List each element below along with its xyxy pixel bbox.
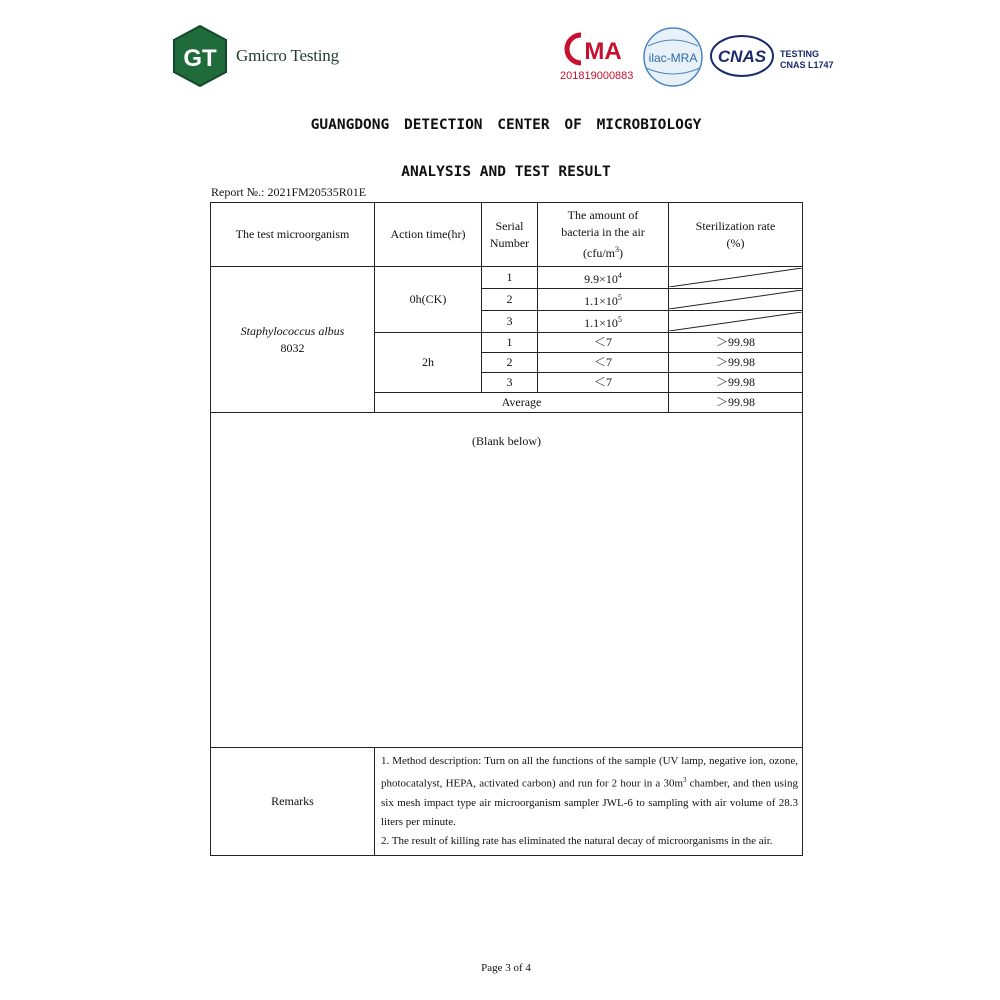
remarks-line-1-sup: 3 (683, 776, 687, 784)
amount-base: 9.9×10 (584, 272, 618, 286)
remarks-line-1 (381, 752, 798, 832)
organism-name: Staphylococcus albus (240, 323, 345, 338)
diagonal-line (669, 290, 802, 309)
amount-exponent: 5 (617, 315, 622, 324)
table-header-row (211, 203, 803, 267)
remarks-line-1-a: 1. Method description: Turn on all the functions of the sample (UV lamp, negative ion, ozone, photocatalyst, HEPA, activated carbon) and run for 2 hour in a 30m (381, 755, 798, 790)
amount-cell (538, 289, 669, 311)
header-rate-line1: Sterilization rate (695, 218, 776, 233)
cnas-logo (709, 34, 775, 78)
amount-exponent: 5 (617, 293, 622, 302)
ilac-mra-logo (640, 26, 706, 88)
rate-cell: ＞99.98 (669, 353, 803, 373)
action-time-cell: 2h (375, 333, 482, 393)
header-serial-number (482, 203, 538, 267)
remarks-label: Remarks (211, 748, 375, 856)
serial-cell: 2 (482, 289, 538, 311)
rate-cell-diagonal (669, 311, 803, 333)
blank-cell (211, 413, 803, 748)
header-serial-line2: Number (489, 235, 530, 250)
rate-cell-diagonal (669, 267, 803, 289)
cnas-logo-text: CNAS (717, 47, 767, 66)
header-action-time: Action time(hr) (375, 203, 482, 267)
serial-cell: 1 (482, 333, 538, 353)
amount-base: 1.1×10 (584, 316, 618, 330)
header-rate-line2: (%) (726, 235, 745, 250)
header-amount-unit-close: ) (619, 246, 623, 260)
report-title: ANALYSIS AND TEST RESULT (401, 164, 611, 180)
header-amount-line3 (538, 241, 668, 262)
amount-cell: ＜7 (538, 373, 669, 393)
organism-cell (211, 267, 375, 413)
header-sterilization-rate (669, 203, 803, 267)
remarks-row (211, 748, 803, 856)
serial-cell: 1 (482, 267, 538, 289)
amount-base: 1.1×10 (584, 294, 618, 308)
average-label: Average (375, 393, 669, 413)
header-amount-line1: The amount of (567, 208, 639, 222)
cnas-testing-word: TESTING (780, 49, 820, 59)
cnas-testing-label (780, 49, 834, 71)
rate-cell-diagonal (669, 289, 803, 311)
rate-cell: ＞99.98 (669, 333, 803, 353)
brand-name: Gmicro Testing (236, 46, 339, 65)
blank-row (211, 413, 803, 748)
serial-cell: 2 (482, 353, 538, 373)
serial-cell: 3 (482, 311, 538, 333)
gt-logo (172, 24, 228, 88)
header-serial-line1: Serial (495, 218, 524, 233)
cnas-number: CNAS L1747 (780, 60, 834, 70)
header-amount-unit-sup: 3 (615, 245, 619, 254)
action-time-cell: 0h(CK) (375, 267, 482, 333)
result-table (210, 202, 803, 856)
header-bacteria-amount (538, 203, 669, 267)
header-microorganism: The test microorganism (211, 203, 375, 267)
rate-cell: ＞99.98 (669, 373, 803, 393)
diagonal-line (669, 268, 802, 287)
organism-code: 8032 (280, 340, 305, 355)
table-row (211, 267, 803, 289)
cma-logo-text: MA (584, 38, 622, 65)
amount-cell: ＜7 (538, 333, 669, 353)
blank-below-text: (Blank below) (472, 434, 541, 448)
amount-exponent: 4 (617, 271, 622, 280)
cma-logo (563, 30, 627, 68)
amount-cell (538, 267, 669, 289)
page-number: Page 3 of 4 (481, 962, 531, 974)
serial-cell: 3 (482, 373, 538, 393)
gt-logo-text: GT (183, 45, 217, 72)
remarks-line-2: 2. The result of killing rate has eliminated the natural decay of microorganisms in the air. (381, 834, 773, 847)
amount-cell (538, 311, 669, 333)
amount-cell: ＜7 (538, 353, 669, 373)
report-number: Report №.: 2021FM20535R01E (211, 185, 367, 199)
header-amount-unit: (cfu/m (583, 246, 615, 260)
average-value: ＞99.98 (669, 393, 803, 413)
ilac-mra-text: ilac-MRA (648, 51, 698, 65)
center-title: GUANGDONG DETECTION CENTER OF MICROBIOLOGY (310, 117, 702, 133)
diagonal-line (669, 312, 802, 331)
remarks-line-1-b: chamber, and then using six mesh impact type air microorganism sampler JWL-6 to sampling with air volume of 28.3 liters per minute. (381, 777, 798, 828)
header-amount-line2: bacteria in the air (561, 225, 645, 239)
remarks-text (375, 748, 803, 856)
cma-number: 201819000883 (560, 70, 634, 82)
